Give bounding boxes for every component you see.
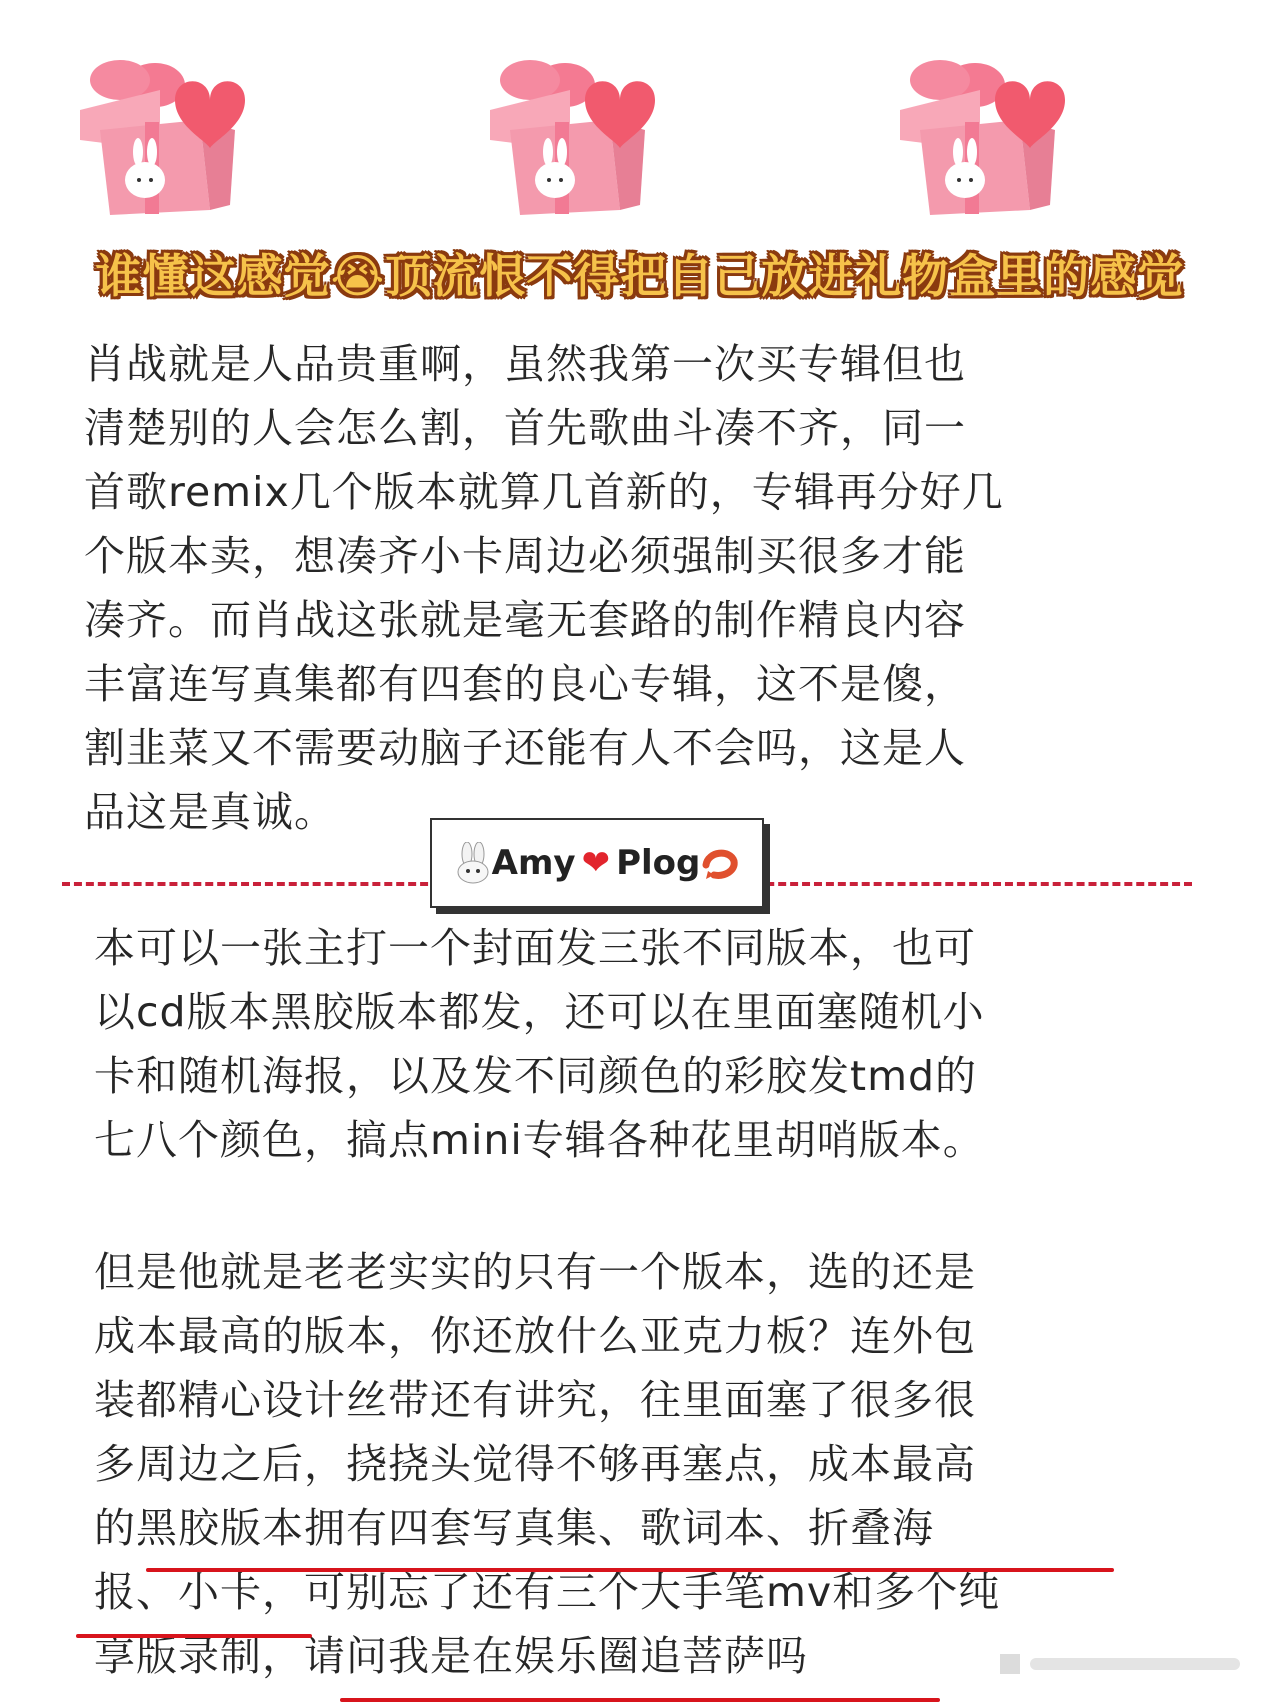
bunny-icon xyxy=(454,842,492,884)
heart-icon: ❤ xyxy=(581,843,611,883)
paragraph-line: 成本最高的版本，你还放什么亚克力板？连外包 xyxy=(94,1312,976,1360)
paragraph-2 xyxy=(94,916,1194,1172)
paragraph-1 xyxy=(84,332,1194,844)
tag-name-right: Plog xyxy=(616,843,701,883)
gift-box-bunny-heart-icon xyxy=(60,30,250,220)
paragraph-line: 本可以一张主打一个封面发三张不同版本，也可 xyxy=(94,924,976,972)
gift-row xyxy=(0,30,1280,220)
shrimp-icon xyxy=(700,845,740,881)
tag-name-left: Amy xyxy=(491,843,576,883)
paragraph-line: 七八个颜色，搞点mini专辑各种花里胡哨版本。 xyxy=(94,1116,985,1164)
paragraph-line: 但是他就是老老实实的只有一个版本，选的还是 xyxy=(94,1248,976,1296)
paragraph-line: 以cd版本黑胶版本都发，还可以在里面塞随机小 xyxy=(94,988,985,1036)
paragraph-line: 的黑胶版本拥有四套写真集、歌词本、折叠海 xyxy=(94,1504,934,1552)
paragraph-line: 割韭菜又不需要动脑子还能有人不会吗，这是人 xyxy=(84,724,966,772)
watermark-logo xyxy=(1000,1650,1250,1678)
highlight-underline xyxy=(340,1698,940,1702)
paragraph-line: 报、小卡，可别忘了还有三个大手笔mv和多个纯 xyxy=(94,1568,1001,1616)
paragraph-line: 肖战就是人品贵重啊，虽然我第一次买专辑但也 xyxy=(84,340,966,388)
paragraph-line: 装都精心设计丝带还有讲究，往里面塞了很多很 xyxy=(94,1376,976,1424)
highlight-underline xyxy=(146,1568,1114,1572)
paragraph-3 xyxy=(94,1240,1194,1688)
paragraph-line: 凑齐。而肖战这张就是毫无套路的制作精良内容 xyxy=(84,596,966,644)
paragraph-line: 多周边之后，挠挠头觉得不够再塞点，成本最高 xyxy=(94,1440,976,1488)
paragraph-line: 享版录制，请问我是在娱乐圈追菩萨吗 xyxy=(94,1632,808,1680)
paragraph-line: 首歌remix几个版本就算几首新的，专辑再分好几 xyxy=(84,468,1004,516)
paragraph-line: 卡和随机海报，以及发不同颜色的彩胶发tmd的 xyxy=(94,1052,978,1100)
gift-box-bunny-heart-icon xyxy=(470,30,660,220)
gift-box-bunny-heart-icon xyxy=(880,30,1070,220)
banner-title: 谁懂这感觉😭顶流恨不得把自己放进礼物盒里的感觉 xyxy=(95,249,1185,303)
author-tag xyxy=(430,818,764,908)
paragraph-line: 丰富连写真集都有四套的良心专辑，这不是傻， xyxy=(84,660,966,708)
paragraph-line: 个版本卖，想凑齐小卡周边必须强制买很多才能 xyxy=(84,532,966,580)
highlight-underline xyxy=(76,1634,312,1638)
paragraph-line: 品这是真诚。 xyxy=(84,788,336,836)
paragraph-line: 清楚别的人会怎么割，首先歌曲斗凑不齐，同一 xyxy=(84,404,966,452)
